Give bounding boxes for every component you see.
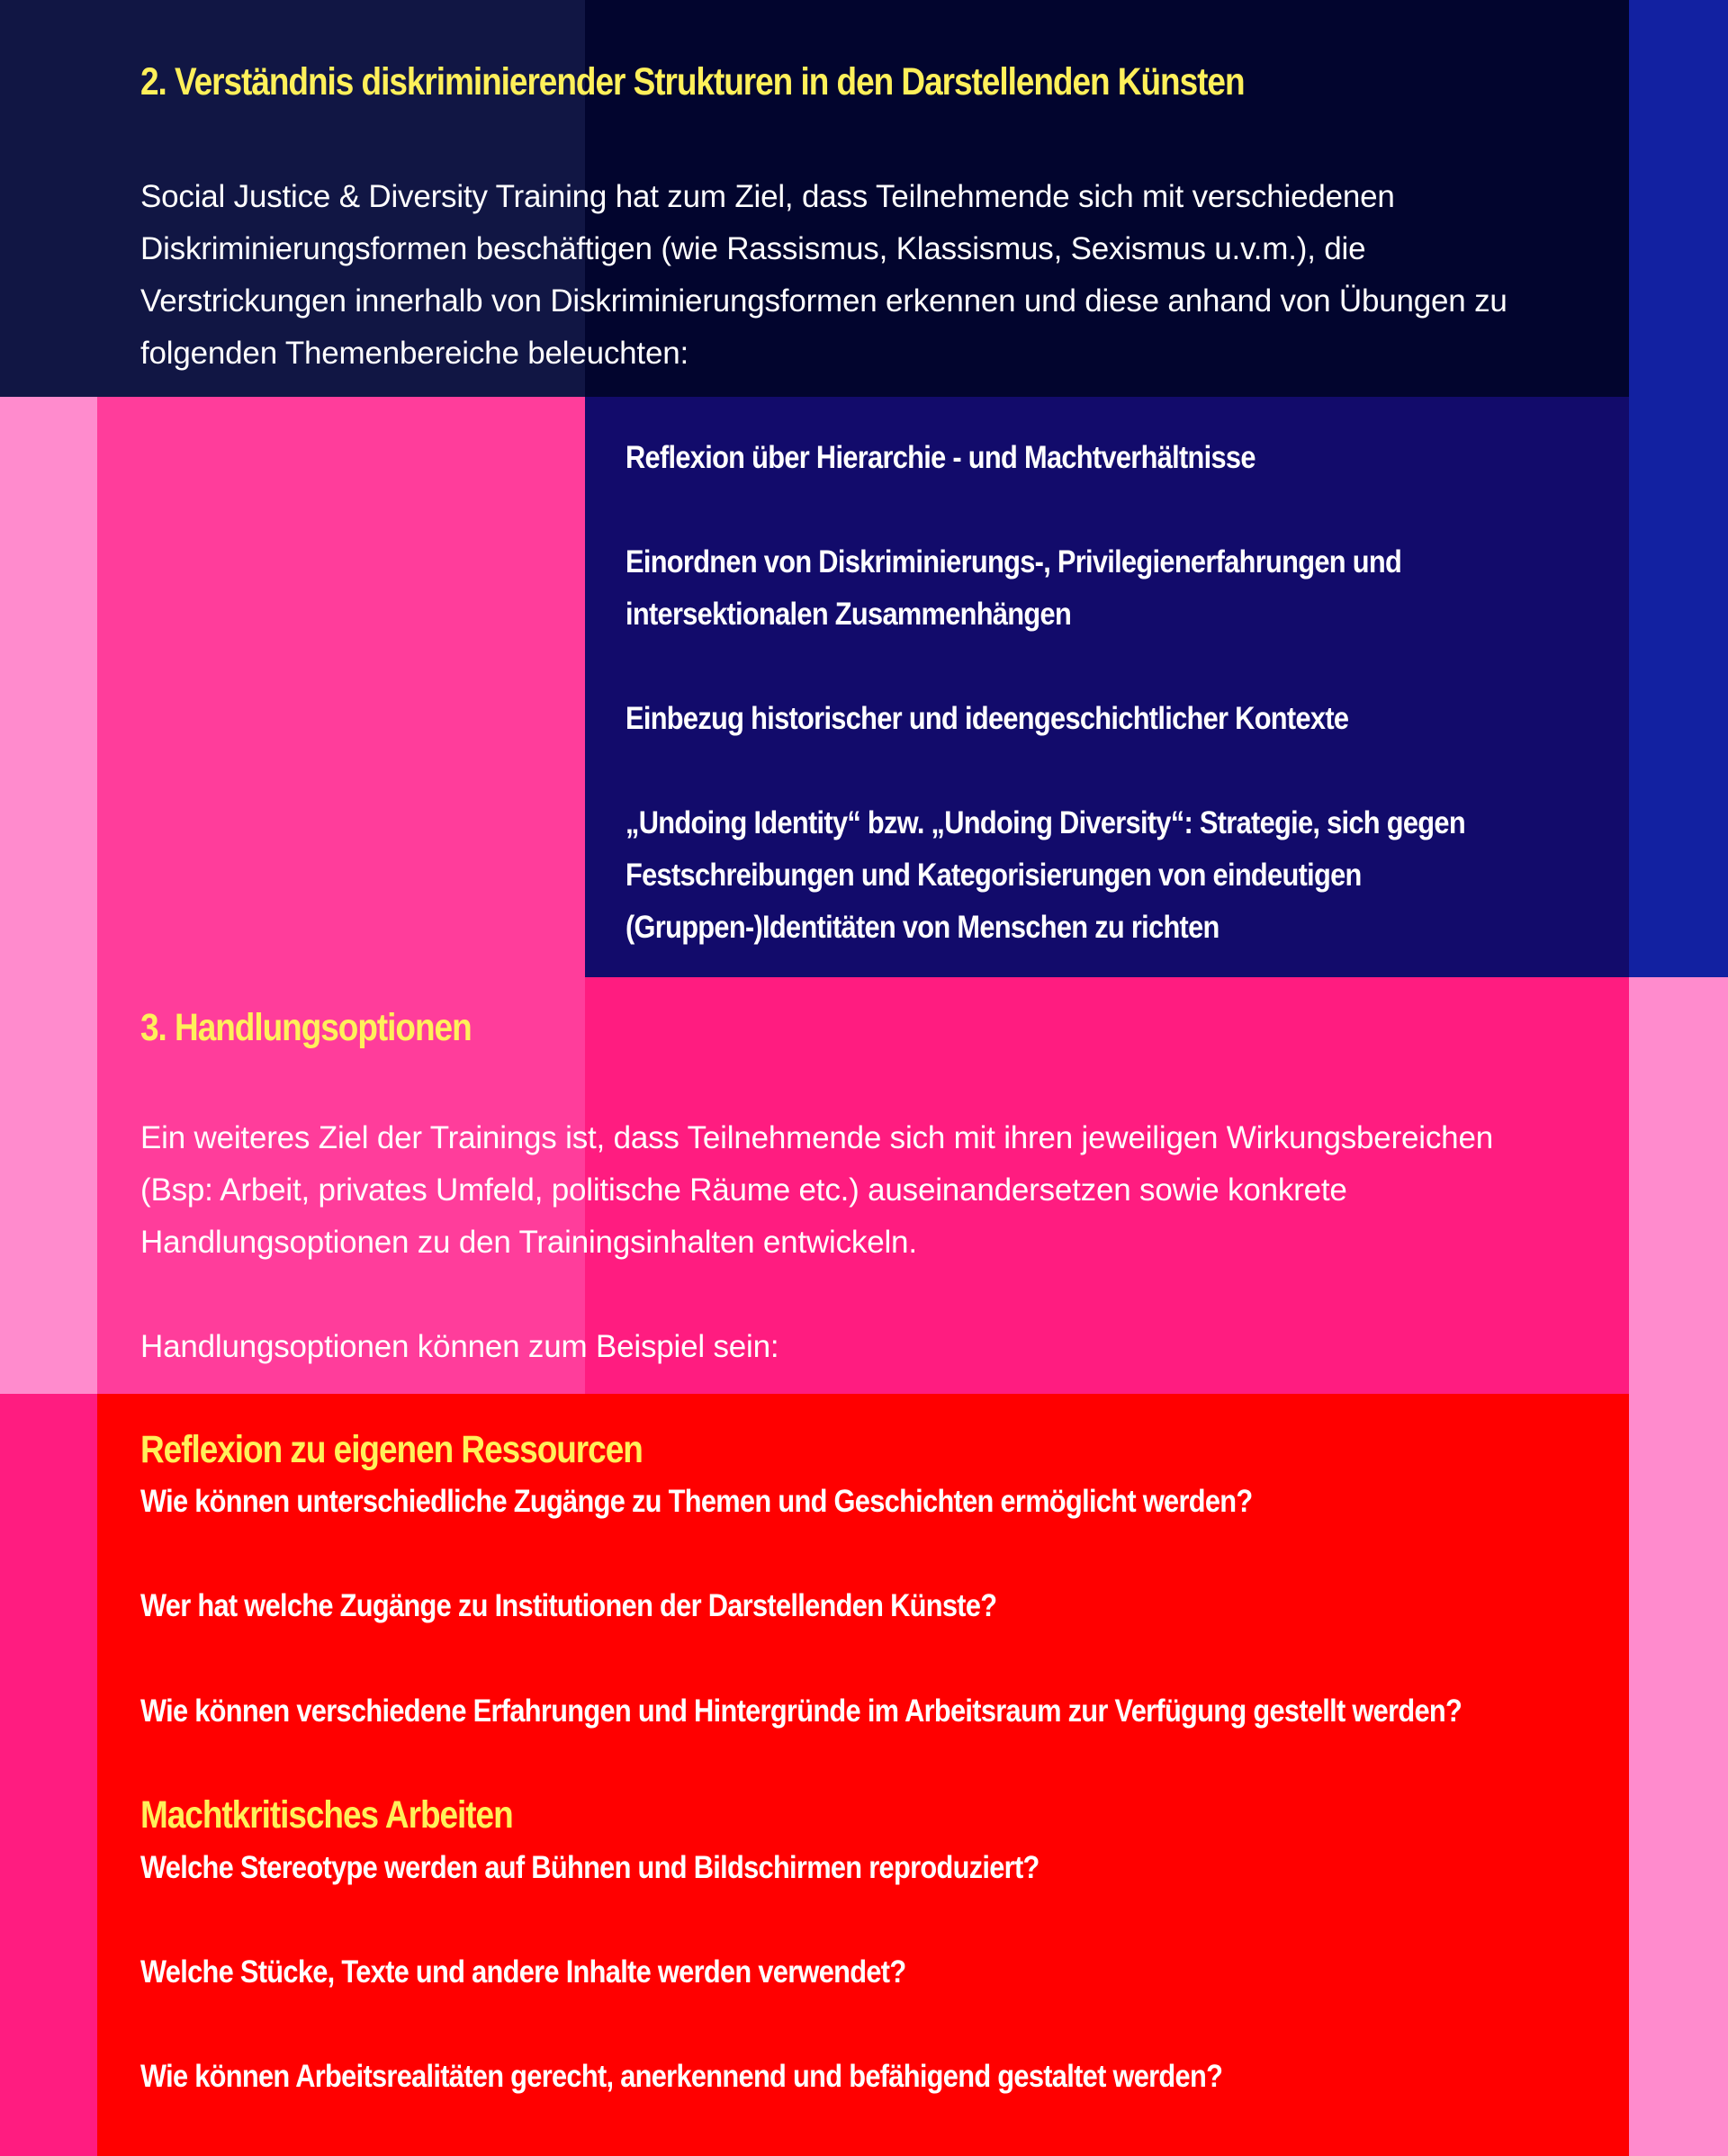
section2-intro: Social Justice & Diversity Training hat zum Ziel, dass Teilnehmende sich mit verschiedenen Diskriminierungsformen beschäftigen (wie Rassismus, Klassismus, Sexismus u.v.m.), die Verstrickungen innerhalb von Diskriminierungsformen erkennen und diese anhand von Übungen zu folgenden Themenbereiche beleuchten: [140,179,1508,371]
topic-item: Einordnen von Diskriminierungs-, Privilegienerfahrungen und intersektionalen Zusammenhängen [626,544,1402,632]
power-question: Welche Stücke, Texte und andere Inhalte werden verwendet? [140,1954,906,1990]
power-question: Welche Stereotype werden auf Bühnen und Bildschirmen reproduziert? [140,1850,1040,1885]
topic-item: Einbezug historischer und ideengeschichtlicher Kontexte [626,701,1349,736]
bg-right-light-pink [1629,977,1728,2156]
power-question: Wie können Arbeitsrealitäten gerecht, anerkennend und befähigend gestaltet werden? [140,2059,1223,2094]
section3-examples-intro: Handlungsoptionen können zum Beispiel sein: [140,1329,779,1364]
topic-item: Reflexion über Hierarchie - und Machtverhältnisse [626,440,1256,475]
power-heading: Machtkritisches Arbeiten [140,1793,513,1837]
resources-heading: Reflexion zu eigenen Ressourcen [140,1428,643,1471]
bg-bottom-left-magenta [0,1394,97,2156]
section3-heading: 3. Handlungsoptionen [140,1006,472,1049]
topic-item: „Undoing Identity“ bzw. „Undoing Diversity“: Strategie, sich gegen Festschreibungen und Kategorisierungen von eindeutigen (Gruppen-)Identitäten von Menschen zu richten [626,805,1465,945]
topic-list [626,432,1660,954]
resources-question: Wie können unterschiedliche Zugänge zu Themen und Geschichten ermöglicht werden? [140,1484,1253,1519]
bg-left-light-pink [0,397,97,1394]
section3-paragraph: Ein weiteres Ziel der Trainings ist, dass Teilnehmende sich mit ihren jeweiligen Wirkungsbereichen (Bsp: Arbeit, privates Umfeld, politische Räume etc.) auseinandersetzen sowie konkrete Handlungsoptionen zu den Trainingsinhalten entwickeln. [140,1120,1493,1260]
resources-question: Wer hat welche Zugänge zu Institutionen der Darstellenden Künste? [140,1588,997,1623]
section2-heading: 2. Verständnis diskriminierender Strukturen in den Darstellenden Künsten [140,60,1245,103]
resources-question: Wie können verschiedene Erfahrungen und Hintergründe im Arbeitsraum zur Verfügung gestellt werden? [140,1693,1462,1729]
